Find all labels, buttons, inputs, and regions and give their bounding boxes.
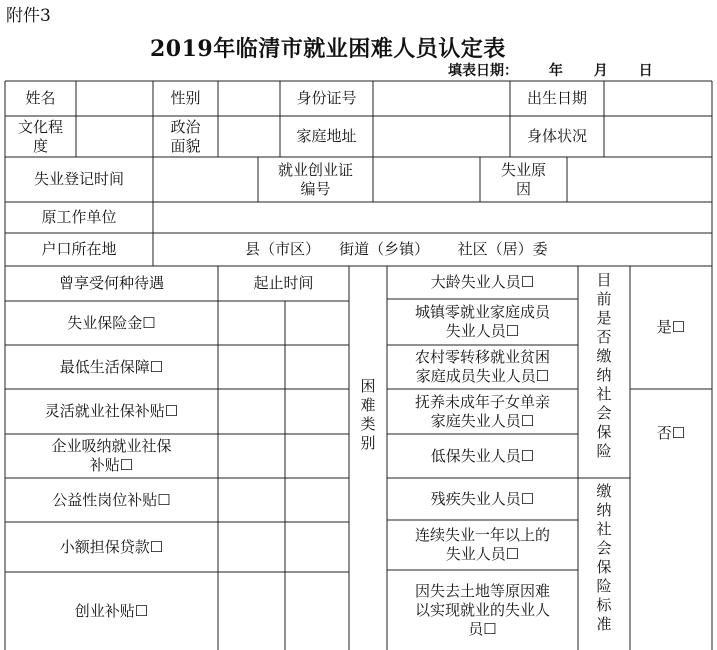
label-former-employer: 原工作单位	[41, 208, 117, 226]
benefit-minimum-living[interactable]: 最低生活保障☐	[59, 357, 164, 376]
difficulty-older-unemployed[interactable]: 大龄失业人员☐	[430, 273, 535, 291]
attachment-label: 附件3	[6, 6, 51, 26]
label-political: 政治 面貌	[170, 117, 201, 155]
field-unemp-reason[interactable]	[568, 158, 711, 201]
label-education: 文化程 度	[17, 117, 63, 155]
difficulty-disabled[interactable]: 残疾失业人员☐	[430, 489, 535, 508]
label-benefits: 曾享受何种待遇	[58, 274, 164, 292]
insurance-no-checkbox[interactable]: 否☐	[656, 424, 686, 442]
label-unemp-reg-time: 失业登记时间	[33, 170, 124, 188]
label-unemp-reason: 失业原 因	[500, 160, 546, 198]
label-name: 姓名	[25, 89, 56, 107]
difficulty-rural-poor-family[interactable]: 农村零转移就业贫困 家庭成员失业人员☐	[414, 348, 550, 385]
field-cert-no[interactable]	[374, 158, 479, 201]
field-education[interactable]	[77, 117, 152, 156]
label-id-number: 身份证号	[296, 89, 357, 107]
label-cert-no: 就业创业证 编号	[277, 160, 353, 198]
field-health[interactable]	[605, 117, 711, 156]
benefit-small-loan[interactable]: 小额担保贷款☐	[59, 537, 164, 556]
fill-date: 填表日期： 年 月 日	[448, 63, 653, 79]
difficulty-urban-zero-employment[interactable]: 城镇零就业家庭成员 失业人员☐	[414, 303, 550, 340]
benefit-flexible-employment[interactable]: 灵活就业社保补贴☐	[44, 402, 179, 420]
difficulty-long-term[interactable]: 连续失业一年以上的 失业人员☐	[414, 526, 550, 563]
field-insurance-standard[interactable]	[631, 479, 711, 649]
field-birth-date[interactable]	[605, 82, 711, 115]
field-id-number[interactable]	[374, 82, 509, 115]
label-hukou: 户口所在地	[41, 240, 117, 258]
field-name[interactable]	[77, 82, 152, 115]
difficulty-minimum-living[interactable]: 低保失业人员☐	[430, 446, 535, 465]
hukou-address-units[interactable]: 县（市区） 街道（乡镇） 社区（居）委	[245, 240, 548, 258]
label-gender: 性别	[170, 89, 201, 107]
field-unemp-reg-time[interactable]	[154, 158, 257, 201]
benefit-startup-subsidy[interactable]: 创业补贴☐	[74, 601, 149, 620]
label-insurance-standard: 缴 纳 社 会 保 险 标 准	[596, 482, 612, 633]
label-period: 起止时间	[253, 274, 314, 292]
benefit-public-welfare-post[interactable]: 公益性岗位补贴☐	[52, 490, 171, 509]
label-home-address: 家庭地址	[296, 127, 357, 145]
benefit-enterprise-absorption[interactable]: 企业吸纳就业社保 补贴☐	[51, 437, 172, 474]
difficulty-single-parent[interactable]: 抚养未成年子女单亲 家庭失业人员☐	[414, 392, 550, 430]
benefit-unemployment-insurance[interactable]: 失业保险金☐	[67, 313, 156, 332]
insurance-yes-checkbox[interactable]: 是☐	[656, 318, 686, 336]
difficulty-lost-land[interactable]: 因失去土地等原因难 以实现就业的失业人 员☐	[414, 581, 550, 638]
field-former-employer[interactable]	[154, 203, 711, 232]
label-insurance-question: 目 前 是 否 缴 纳 社 会 保 险	[596, 271, 612, 460]
field-political[interactable]	[219, 117, 279, 156]
label-birth-date: 出生日期	[526, 89, 587, 107]
field-home-address[interactable]	[374, 117, 509, 156]
label-health: 身体状况	[526, 127, 587, 145]
label-difficulty-category: 困 难 类 别	[360, 377, 376, 452]
field-gender[interactable]	[219, 82, 279, 115]
form-title: 2019年临清市就业困难人员认定表	[150, 36, 506, 62]
